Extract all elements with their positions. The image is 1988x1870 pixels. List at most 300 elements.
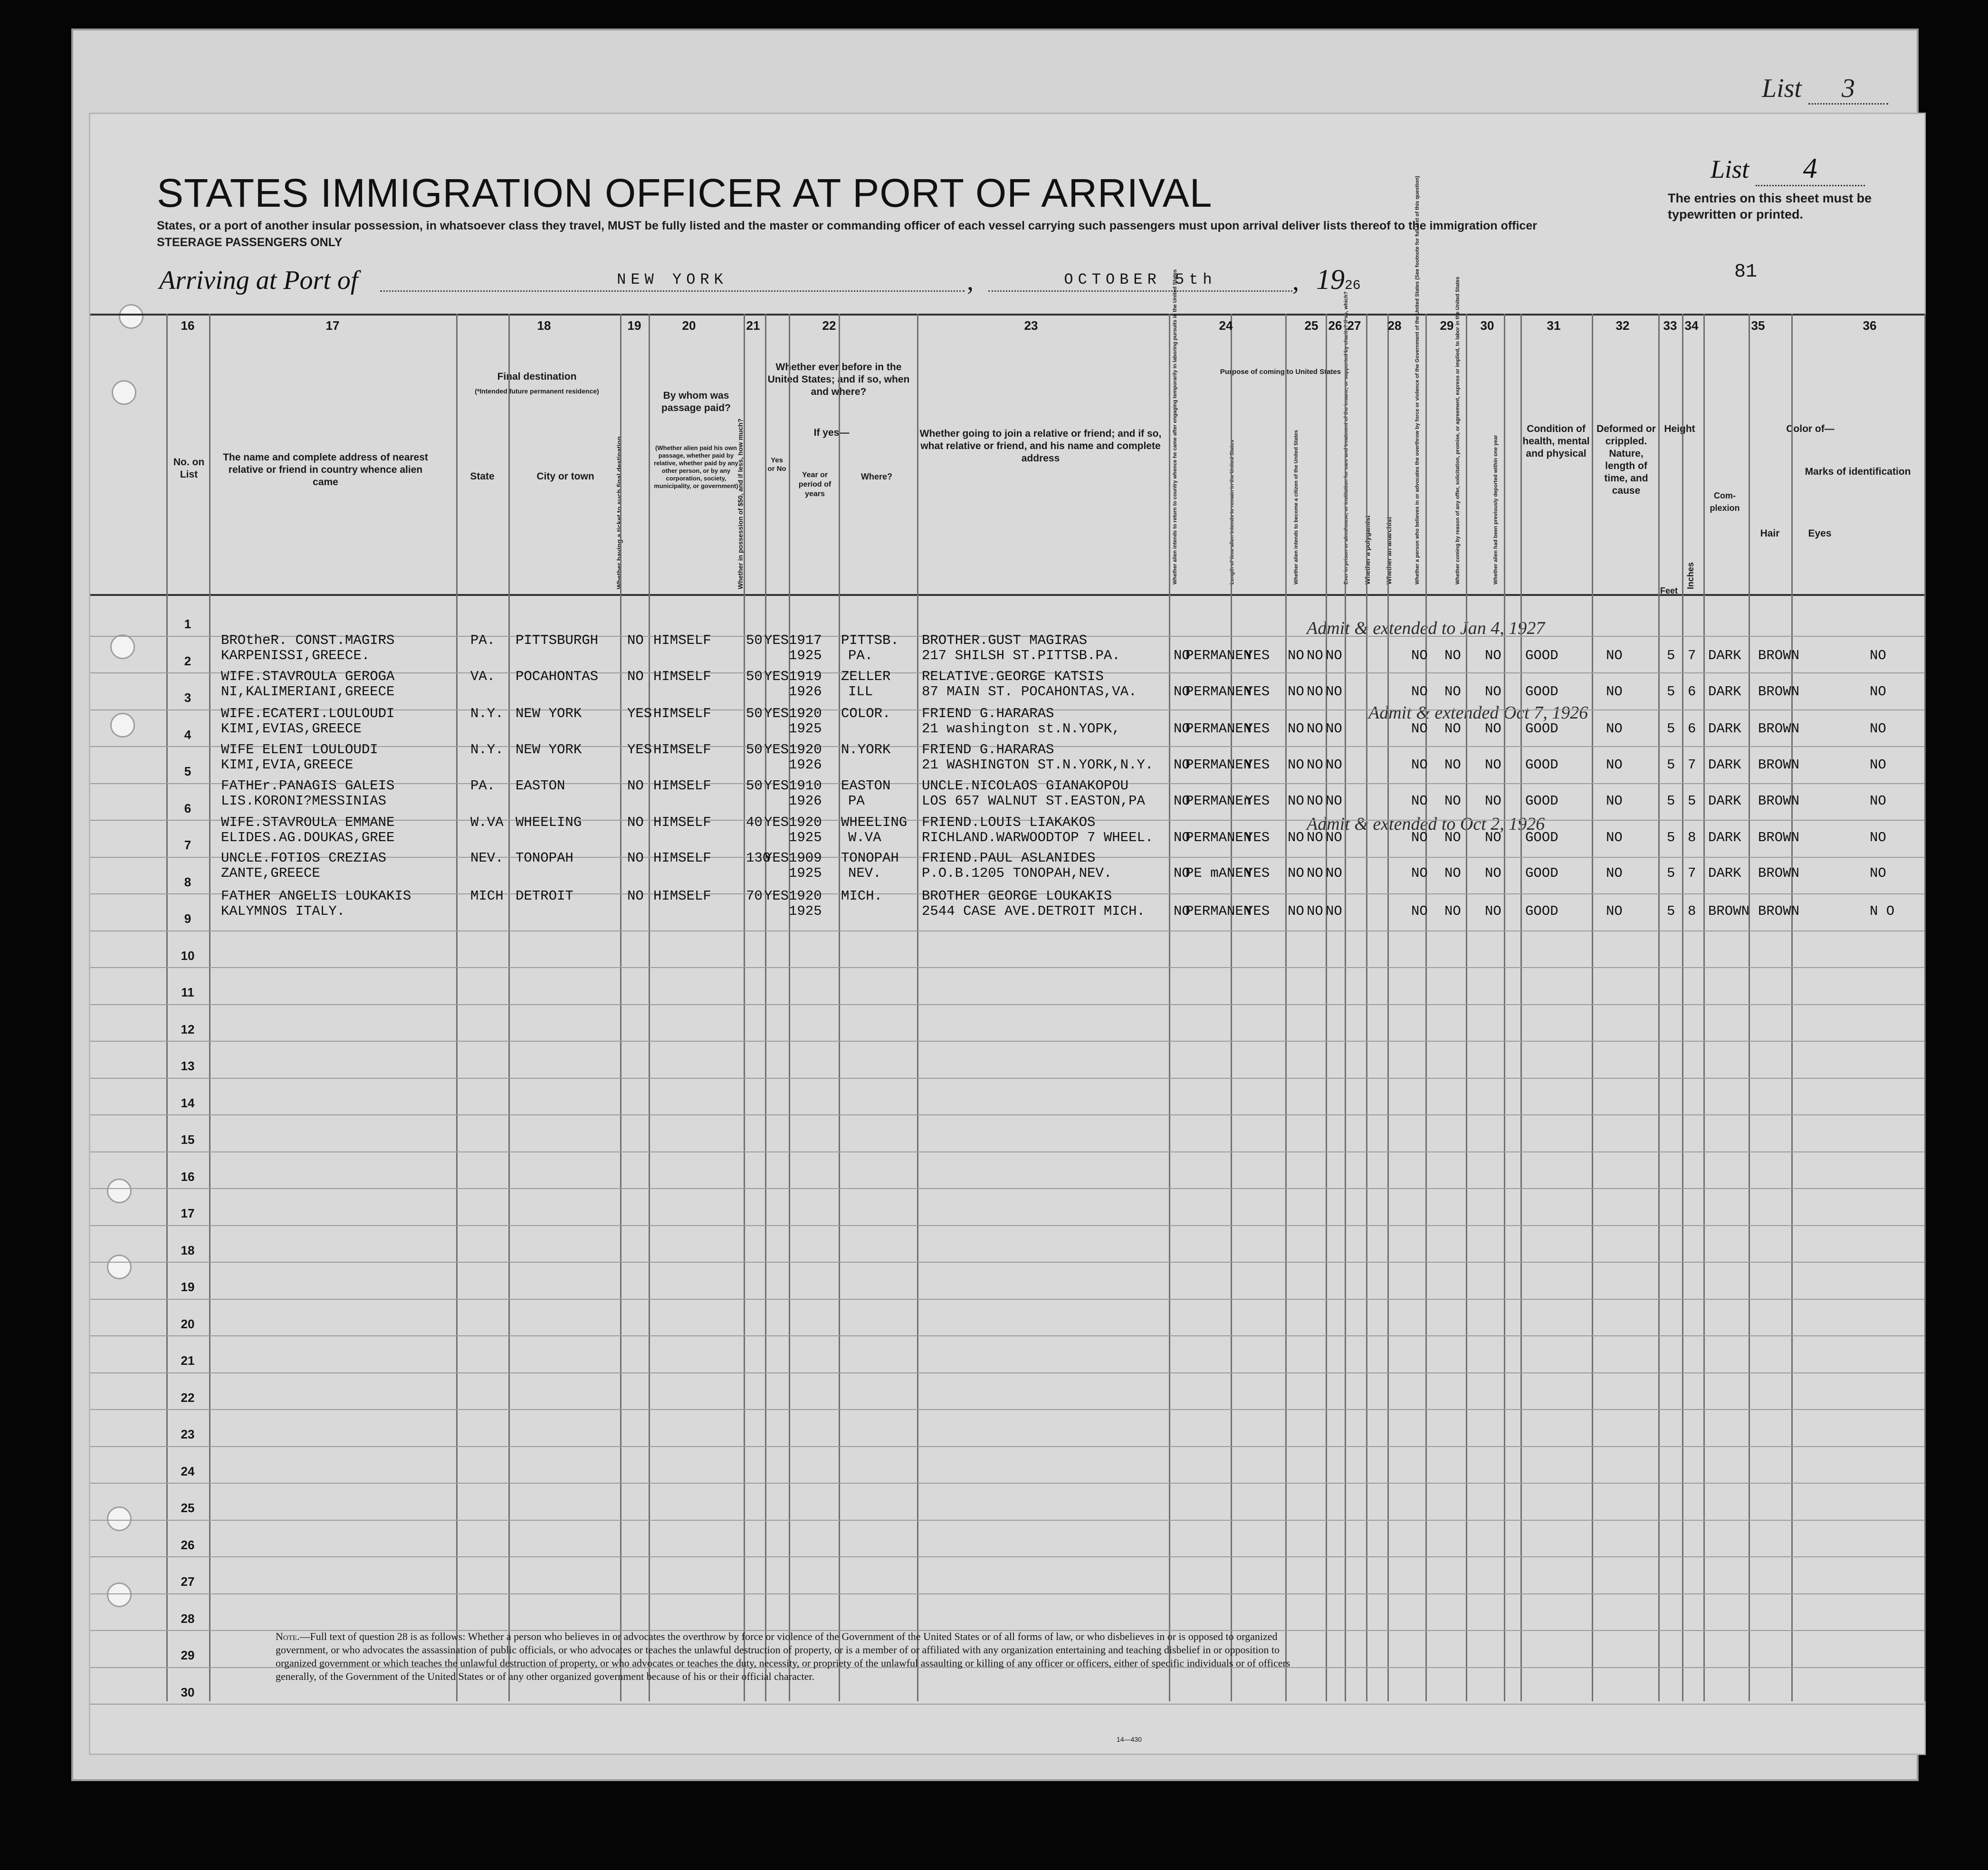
passenger-height-feet: 5 <box>1667 757 1675 773</box>
column-rule <box>1466 314 1467 1701</box>
page-title: STATES IMMIGRATION OFFICER AT PORT OF ARRIVAL <box>157 171 1213 215</box>
column-number: 28 <box>1387 318 1402 333</box>
passenger-overthrow-answer: NO <box>1411 830 1428 845</box>
row-rule <box>90 930 1924 931</box>
column-number: 16 <box>181 318 195 333</box>
passenger-prison-answer: NO <box>1288 684 1304 700</box>
passenger-polygamist-answer: NO <box>1307 793 1323 809</box>
column-rule <box>620 314 621 1701</box>
column-rule <box>456 314 458 1701</box>
column-number: 32 <box>1615 318 1630 333</box>
passenger-anarchist-answer: NO <box>1326 757 1342 773</box>
form-code: 14—430 <box>1117 1736 1142 1743</box>
passenger-contract-answer: NO <box>1444 721 1461 737</box>
row-number: 22 <box>181 1390 195 1405</box>
passenger-polygamist-answer: NO <box>1307 865 1323 881</box>
passenger-health-condition: GOOD <box>1525 865 1558 881</box>
handwritten-annotation: Admit & extended to Jan 4, 1927 <box>1307 618 1545 638</box>
passenger-purpose-return: NO <box>1174 793 1190 809</box>
passenger-height-feet: 5 <box>1667 684 1675 700</box>
passenger-health-condition: GOOD <box>1525 648 1558 663</box>
passenger-purpose-citizen: YES <box>1245 684 1270 700</box>
passenger-destination-city: NEW YORK <box>516 706 582 721</box>
passenger-previous-residence: W.VA <box>848 830 881 845</box>
header-inches: Inches <box>1686 562 1695 589</box>
passenger-deported-answer: NO <box>1485 830 1501 845</box>
passenger-purpose-length: PE mANEN <box>1185 865 1252 881</box>
passenger-polygamist-answer: NO <box>1307 721 1323 737</box>
column-rule <box>1592 314 1593 1701</box>
passenger-height-feet: 5 <box>1667 830 1675 845</box>
passenger-deported-answer: NO <box>1485 757 1501 773</box>
list-number: List 4 <box>1711 152 1865 186</box>
passenger-purpose-citizen: YES <box>1245 903 1270 919</box>
passenger-deported-answer: NO <box>1485 865 1501 881</box>
passenger-years-visited: 1925 <box>789 648 822 663</box>
passenger-previous-residence: MICH. <box>841 888 883 904</box>
header-deported: Whether alien had been previously deported within one year <box>1493 435 1499 585</box>
column-rule <box>1658 314 1660 1701</box>
passenger-complexion: DARK <box>1708 793 1741 809</box>
passenger-joining-address: RICHLAND.WARWOODTOP 7 WHEEL. <box>922 830 1154 845</box>
header-money: Whether in possession of $50, and if less, how much? <box>736 418 744 589</box>
passenger-joining-address: 21 WASHINGTON ST.N.YORK,N.Y. <box>922 757 1154 773</box>
passenger-previous-residence: NEV. <box>848 865 881 881</box>
row-rule <box>90 1556 1924 1557</box>
passenger-years-visited: 1909 <box>789 850 822 866</box>
column-rule <box>209 314 210 1701</box>
row-rule <box>90 1041 1924 1042</box>
passenger-years-visited: 1925 <box>789 865 822 881</box>
passenger-passage-paid-by: HIMSELF <box>653 815 711 830</box>
row-rule <box>90 1114 1924 1115</box>
passenger-complexion: DARK <box>1708 830 1741 845</box>
row-rule <box>90 1446 1924 1447</box>
passenger-prison-answer: NO <box>1288 830 1304 845</box>
passenger-ticket-answer: NO <box>627 815 644 830</box>
passenger-height-inches: 8 <box>1688 830 1696 845</box>
passenger-prison-answer: NO <box>1288 757 1304 773</box>
passenger-hair-color: BROWN <box>1758 721 1800 737</box>
row-rule <box>90 1409 1924 1410</box>
passenger-height-feet: 5 <box>1667 903 1675 919</box>
passenger-complexion: BROWN <box>1708 903 1750 919</box>
passenger-height-inches: 5 <box>1688 793 1696 809</box>
row-number: 18 <box>181 1243 195 1257</box>
passenger-money-amount: 40 <box>746 815 763 830</box>
row-number: 10 <box>181 948 195 963</box>
passenger-deformed-answer: NO <box>1606 684 1623 700</box>
passenger-joining-address: 21 washington st.N.YOPK, <box>922 721 1120 737</box>
passenger-complexion: DARK <box>1708 757 1741 773</box>
row-number: 17 <box>181 1206 195 1220</box>
passenger-contract-answer: NO <box>1444 793 1461 809</box>
passenger-years-visited: 1919 <box>789 669 822 684</box>
passenger-deported-answer: NO <box>1485 793 1501 809</box>
passenger-height-inches: 7 <box>1688 865 1696 881</box>
header-no-on-list: No. on List <box>173 457 205 480</box>
passenger-identification-marks: NO <box>1870 830 1886 845</box>
row-number: 8 <box>184 874 191 889</box>
passenger-purpose-citizen: YES <box>1245 793 1270 809</box>
row-rule <box>90 1593 1924 1594</box>
passenger-destination-state: MICH <box>470 888 504 904</box>
passenger-before-in-us: YES <box>764 669 789 684</box>
passenger-purpose-length: PERMANEN <box>1185 648 1252 663</box>
column-rule <box>649 314 650 1701</box>
header-height: Height <box>1664 423 1695 434</box>
row-number: 23 <box>181 1427 195 1441</box>
passenger-before-in-us: YES <box>764 888 789 904</box>
row-number: 30 <box>181 1685 195 1699</box>
passenger-relative-address: KARPENISSI,GREECE. <box>221 648 370 663</box>
passenger-relative-name: WIFE.STAVROULA GEROGA <box>221 669 395 684</box>
passenger-deported-answer: NO <box>1485 648 1501 663</box>
passenger-previous-residence: PA <box>848 793 865 809</box>
header-joining: Whether going to join a relative or friend; and if so, what relative or friend, and his name and complete address <box>919 428 1162 464</box>
passenger-years-visited: 1926 <box>789 684 822 700</box>
passenger-height-feet: 5 <box>1667 865 1675 881</box>
passenger-destination-state: PA. <box>470 778 496 794</box>
passenger-years-visited: 1917 <box>789 633 822 648</box>
row-number: 15 <box>181 1132 195 1147</box>
header-state: State <box>470 471 495 482</box>
passenger-purpose-return: NO <box>1174 865 1190 881</box>
passenger-passage-paid-by: HIMSELF <box>653 850 711 866</box>
row-number: 6 <box>184 801 191 815</box>
column-number: 18 <box>537 318 551 333</box>
passenger-anarchist-answer: NO <box>1326 721 1342 737</box>
column-rule <box>1345 314 1346 1701</box>
column-rule <box>1682 314 1683 1701</box>
passenger-polygamist-answer: NO <box>1307 757 1323 773</box>
passenger-joining-name: UNCLE.NICOLAOS GIANAKOPOU <box>922 778 1129 794</box>
header-prison: Ever in prison or almshouse, or institution for care and treatment of the insane, or supported by charity? If so, which? <box>1343 291 1349 585</box>
row-number: 24 <box>181 1464 195 1478</box>
column-number: 31 <box>1547 318 1561 333</box>
header-overthrow: Whether a person who believes in or advocates the overthrow by force or violence of the Government of the United States (See footnote for full text of this question) <box>1415 176 1420 585</box>
passenger-overthrow-answer: NO <box>1411 684 1428 700</box>
passenger-deformed-answer: NO <box>1606 648 1623 663</box>
passenger-identification-marks: NO <box>1870 648 1886 663</box>
row-rule <box>90 1151 1924 1152</box>
header-final-destination: Final destination <box>497 371 577 382</box>
passenger-identification-marks: NO <box>1870 793 1886 809</box>
row-rule <box>90 1704 1924 1705</box>
header-complexion: Com-plexion <box>1710 491 1740 513</box>
passenger-purpose-citizen: YES <box>1245 757 1270 773</box>
row-rule <box>90 1188 1924 1189</box>
row-rule <box>90 1483 1924 1484</box>
header-deformed: Deformed or crippled. Nature, length of time, and cause <box>1596 423 1656 496</box>
passenger-passage-paid-by: HIMSELF <box>653 888 711 904</box>
passenger-purpose-length: PERMANEn <box>1185 793 1252 809</box>
passenger-previous-residence: PITTSB. <box>841 633 899 648</box>
passenger-purpose-citizen: YES <box>1245 830 1270 845</box>
passenger-deformed-answer: NO <box>1606 830 1623 845</box>
passenger-previous-residence: WHEELING <box>841 815 908 830</box>
passenger-before-in-us: YES <box>764 850 789 866</box>
passenger-deformed-answer: NO <box>1606 793 1623 809</box>
passenger-overthrow-answer: NO <box>1411 903 1428 919</box>
passenger-overthrow-answer: NO <box>1411 757 1428 773</box>
passenger-destination-city: DETROIT <box>516 888 573 904</box>
passenger-relative-name: WIFE.ECATERI.LOULOUDI <box>221 706 395 721</box>
passenger-joining-name: RELATIVE.GEORGE KATSIS <box>922 669 1104 684</box>
passenger-ticket-answer: NO <box>627 778 644 794</box>
column-number: 24 <box>1219 318 1233 333</box>
header-marks: Marks of identification <box>1805 466 1911 477</box>
passenger-contract-answer: NO <box>1444 648 1461 663</box>
passenger-years-visited: 1920 <box>789 706 822 721</box>
passenger-years-visited: 1925 <box>789 721 822 737</box>
row-rule <box>90 967 1924 968</box>
column-number: 34 <box>1684 318 1699 333</box>
passenger-complexion: DARK <box>1708 865 1741 881</box>
column-rule <box>1366 314 1367 1701</box>
passenger-purpose-citizen: YES <box>1245 721 1270 737</box>
header-if-yes: If yes— <box>813 427 850 438</box>
passenger-complexion: DARK <box>1708 684 1741 700</box>
passenger-purpose-return: NO <box>1174 684 1190 700</box>
row-number: 1 <box>184 617 191 631</box>
passenger-height-feet: 5 <box>1667 648 1675 663</box>
row-rule <box>90 1262 1924 1263</box>
header-purpose: Purpose of coming to United States <box>1220 368 1341 376</box>
passenger-previous-residence: N.YORK <box>841 742 891 758</box>
page-subtitle: States, or a port of another insular possession, in whatsoever class they travel, MUST be fully listed and the master or commanding officer of each vessel carrying such passengers must upon arrival deliver lists thereof to the immigration officer STEERAGE PASSENGERS ONLY <box>157 219 1537 249</box>
passenger-health-condition: GOOD <box>1525 903 1558 919</box>
passenger-anarchist-answer: NO <box>1326 865 1342 881</box>
column-rule <box>1924 314 1926 1701</box>
header-passage-paid-note: (Whether alien paid his own passage, whether paid by relative, whether paid by any other person, or by any corporation, society, municipality, or government) <box>654 444 738 489</box>
passenger-deformed-answer: NO <box>1606 903 1623 919</box>
header-anarchist: Whether an anarchist <box>1385 517 1393 585</box>
passenger-purpose-citizen: YES <box>1245 865 1270 881</box>
passenger-identification-marks: NO <box>1870 684 1886 700</box>
row-number: 20 <box>181 1316 195 1331</box>
passenger-prison-answer: NO <box>1288 865 1304 881</box>
passenger-destination-state: N.Y. <box>470 742 504 758</box>
column-rule <box>508 314 510 1701</box>
passenger-identification-marks: NO <box>1870 757 1886 773</box>
row-number: 14 <box>181 1095 195 1110</box>
header-before-in-us: Whether ever before in the United States; and if so, when and where? <box>767 362 910 397</box>
row-number: 29 <box>181 1648 195 1662</box>
passenger-relative-address: ZANTE,GREECE <box>221 865 320 881</box>
passenger-ticket-answer: NO <box>627 850 644 866</box>
column-rule <box>1749 314 1750 1701</box>
passenger-purpose-citizen: YES <box>1245 648 1270 663</box>
row-number: 9 <box>184 911 191 926</box>
row-number: 19 <box>181 1280 195 1294</box>
arrival-date: OCTOBER 5th <box>988 271 1292 292</box>
passenger-joining-name: FRIEND.LOUIS LIAKAKOS <box>922 815 1096 830</box>
row-number: 3 <box>184 690 191 705</box>
row-number: 28 <box>181 1611 195 1626</box>
passenger-destination-city: POCAHONTAS <box>516 669 599 684</box>
passenger-ticket-answer: YES <box>627 742 652 758</box>
column-number: 23 <box>1024 318 1038 333</box>
row-number: 2 <box>184 653 191 668</box>
header-where: Where? <box>860 472 892 481</box>
handwritten-annotation: Admit & extended Oct 7, 1926 <box>1368 703 1588 723</box>
passenger-prison-answer: NO <box>1288 648 1304 663</box>
row-rule <box>90 1299 1924 1300</box>
passenger-money-amount: 50 <box>746 633 763 648</box>
passenger-anarchist-answer: NO <box>1326 793 1342 809</box>
passenger-height-inches: 7 <box>1688 757 1696 773</box>
passenger-contract-answer: NO <box>1444 830 1461 845</box>
passenger-destination-city: TONOPAH <box>516 850 573 866</box>
passenger-deported-answer: NO <box>1485 903 1501 919</box>
passenger-height-inches: 8 <box>1688 903 1696 919</box>
header-condition: Condition of health, mental and physical <box>1522 423 1590 459</box>
passenger-purpose-length: PERMANEN <box>1185 721 1252 737</box>
passenger-purpose-length: PERMANEN <box>1185 830 1252 845</box>
header-passage-paid: By whom was passage paid? <box>661 390 731 413</box>
passenger-ticket-answer: YES <box>627 706 652 721</box>
header-hair: Hair <box>1760 528 1780 539</box>
passenger-destination-city: WHEELING <box>516 815 582 830</box>
passenger-overthrow-answer: NO <box>1411 648 1428 663</box>
header-polygamist: Whether a polygamist <box>1364 515 1371 585</box>
column-rule <box>1520 314 1522 1701</box>
passenger-deformed-answer: NO <box>1606 757 1623 773</box>
passenger-relative-name: WIFE.STAVROULA EMMANE <box>221 815 395 830</box>
passenger-joining-name: FRIEND G.HARARAS <box>922 706 1054 721</box>
passenger-height-inches: 6 <box>1688 684 1696 700</box>
row-rule <box>90 1372 1924 1373</box>
header-ticket: Whether having a ticket to such final destination <box>615 436 623 589</box>
sheet-number: 81 <box>1734 261 1758 283</box>
row-rule <box>90 1004 1924 1005</box>
column-rule <box>744 314 745 1701</box>
row-number: 7 <box>184 838 191 852</box>
passenger-years-visited: 1920 <box>789 888 822 904</box>
passenger-relative-address: ELIDES.AG.DOUKAS,GREE <box>221 830 395 845</box>
passenger-purpose-return: NO <box>1174 757 1190 773</box>
passenger-passage-paid-by: HIMSELF <box>653 633 711 648</box>
passenger-destination-city: PITTSBURGH <box>516 633 599 648</box>
passenger-joining-name: BROTHER.GUST MAGIRAS <box>922 633 1088 648</box>
column-rule <box>1169 314 1170 1701</box>
passenger-years-visited: 1925 <box>789 903 822 919</box>
header-relative-home: The name and complete address of nearest relative or friend in country whence alien came <box>223 452 428 488</box>
passenger-joining-address: 87 MAIN ST. POCAHONTAS,VA. <box>922 684 1137 700</box>
passenger-joining-address: 2544 CASE AVE.DETROIT MICH. <box>922 903 1145 919</box>
header-year-period: Year or period of years <box>798 471 832 498</box>
passenger-previous-residence: COLOR. <box>841 706 891 721</box>
column-rule <box>1504 314 1505 1701</box>
column-number: 36 <box>1863 318 1877 333</box>
passenger-contract-answer: NO <box>1444 684 1461 700</box>
column-number: 30 <box>1480 318 1494 333</box>
underlying-list-number: List 3 <box>1762 73 1888 104</box>
header-purpose-length: Length of time alien intends to remain in the United States <box>1229 440 1235 585</box>
column-number: 17 <box>325 318 340 333</box>
row-number: 27 <box>181 1574 195 1589</box>
passenger-height-inches: 6 <box>1688 721 1696 737</box>
passenger-passage-paid-by: HIMSELF <box>653 778 711 794</box>
column-rule <box>166 314 168 1701</box>
passenger-years-visited: 1920 <box>789 815 822 830</box>
passenger-relative-name: FATHEr.PANAGIS GALEIS <box>221 778 395 794</box>
column-number: 27 <box>1347 318 1361 333</box>
column-number: 29 <box>1440 318 1454 333</box>
passenger-relative-address: KIMI,EVIA,GREECE <box>221 757 354 773</box>
passenger-before-in-us: YES <box>764 778 789 794</box>
passenger-deformed-answer: NO <box>1606 865 1623 881</box>
passenger-purpose-return: NO <box>1174 830 1190 845</box>
passenger-hair-color: BROWN <box>1758 903 1800 919</box>
passenger-anarchist-answer: NO <box>1326 830 1342 845</box>
column-rule <box>1326 314 1327 1701</box>
passenger-prison-answer: NO <box>1288 903 1304 919</box>
passenger-relative-name: BROtheR. CONST.MAGIRS <box>221 633 395 648</box>
passenger-money-amount: 50 <box>746 742 763 758</box>
passenger-money-amount: 50 <box>746 669 763 684</box>
footnote: Note.—Full text of question 28 is as follows: Whether a person who believes in or advocates the overthrow by force or violence of the Government of the United States or of all forms of law, or who disbelieves in or is opposed to organized government, or who advocates the assassination of public officials, or who advocates or teaches the unlawful destruction of property, or is a member of or affiliated with any organization entertaining and teaching disbelief in or opposition to organized government or which teaches the unlawful destruction of property, or who advocates or teaches the duty, necessity, or propriety of the unlawful assaulting or killing of any officer or officers, either of specific individuals or of officers generally, of the Government of the United States or of any other organized government because of his or their official character. <box>276 1630 1290 1682</box>
passenger-prison-answer: NO <box>1288 721 1304 737</box>
passenger-purpose-return: NO <box>1174 903 1190 919</box>
passenger-purpose-return: NO <box>1174 648 1190 663</box>
passenger-ticket-answer: NO <box>627 633 644 648</box>
column-rule <box>765 314 766 1701</box>
passenger-contract-answer: NO <box>1444 903 1461 919</box>
header-color-of: Color of— <box>1786 423 1835 434</box>
column-number: 26 <box>1328 318 1342 333</box>
header-rule <box>90 314 1924 316</box>
passenger-relative-address: KALYMNOS ITALY. <box>221 903 345 919</box>
passenger-joining-name: BROTHER GEORGE LOUKAKIS <box>922 888 1112 904</box>
row-number: 12 <box>181 1022 195 1036</box>
passenger-money-amount: 50 <box>746 778 763 794</box>
passenger-joining-name: FRIEND.PAUL ASLANIDES <box>922 850 1096 866</box>
manifest-sheet <box>90 114 1924 1754</box>
passenger-deformed-answer: NO <box>1606 721 1623 737</box>
passenger-identification-marks: N O <box>1870 903 1895 919</box>
row-number: 5 <box>184 764 191 778</box>
passenger-before-in-us: YES <box>764 633 789 648</box>
header-eyes: Eyes <box>1808 528 1832 539</box>
passenger-complexion: DARK <box>1708 648 1741 663</box>
passenger-joining-address: 217 SHILSH ST.PITTSB.PA. <box>922 648 1120 663</box>
row-number: 21 <box>181 1353 195 1368</box>
comma-separator: , <box>1292 267 1299 296</box>
column-rule <box>917 314 918 1701</box>
passenger-destination-state: N.Y. <box>470 706 504 721</box>
passenger-hair-color: BROWN <box>1758 830 1800 845</box>
column-number: 33 <box>1663 318 1677 333</box>
passenger-hair-color: BROWN <box>1758 757 1800 773</box>
passenger-relative-address: KIMI,EVIAS,GREECE <box>221 721 362 737</box>
header-final-destination-note: (*Intended future permanent residence) <box>475 387 599 395</box>
passenger-destination-state: PA. <box>470 633 496 648</box>
header-city: City or town <box>536 471 594 482</box>
column-rule <box>839 314 840 1701</box>
passenger-contract-answer: NO <box>1444 865 1461 881</box>
passenger-relative-address: LIS.KORONI?MESSINIAS <box>221 793 387 809</box>
handwritten-annotation: Admit & extended to Oct 2, 1926 <box>1307 814 1545 834</box>
column-rule <box>1285 314 1287 1701</box>
port-of-arrival: NEW YORK <box>380 271 965 292</box>
column-number: 22 <box>822 318 836 333</box>
passenger-destination-city: NEW YORK <box>516 742 582 758</box>
passenger-hair-color: BROWN <box>1758 684 1800 700</box>
passenger-health-condition: GOOD <box>1525 721 1558 737</box>
passenger-destination-city: EASTON <box>516 778 565 794</box>
